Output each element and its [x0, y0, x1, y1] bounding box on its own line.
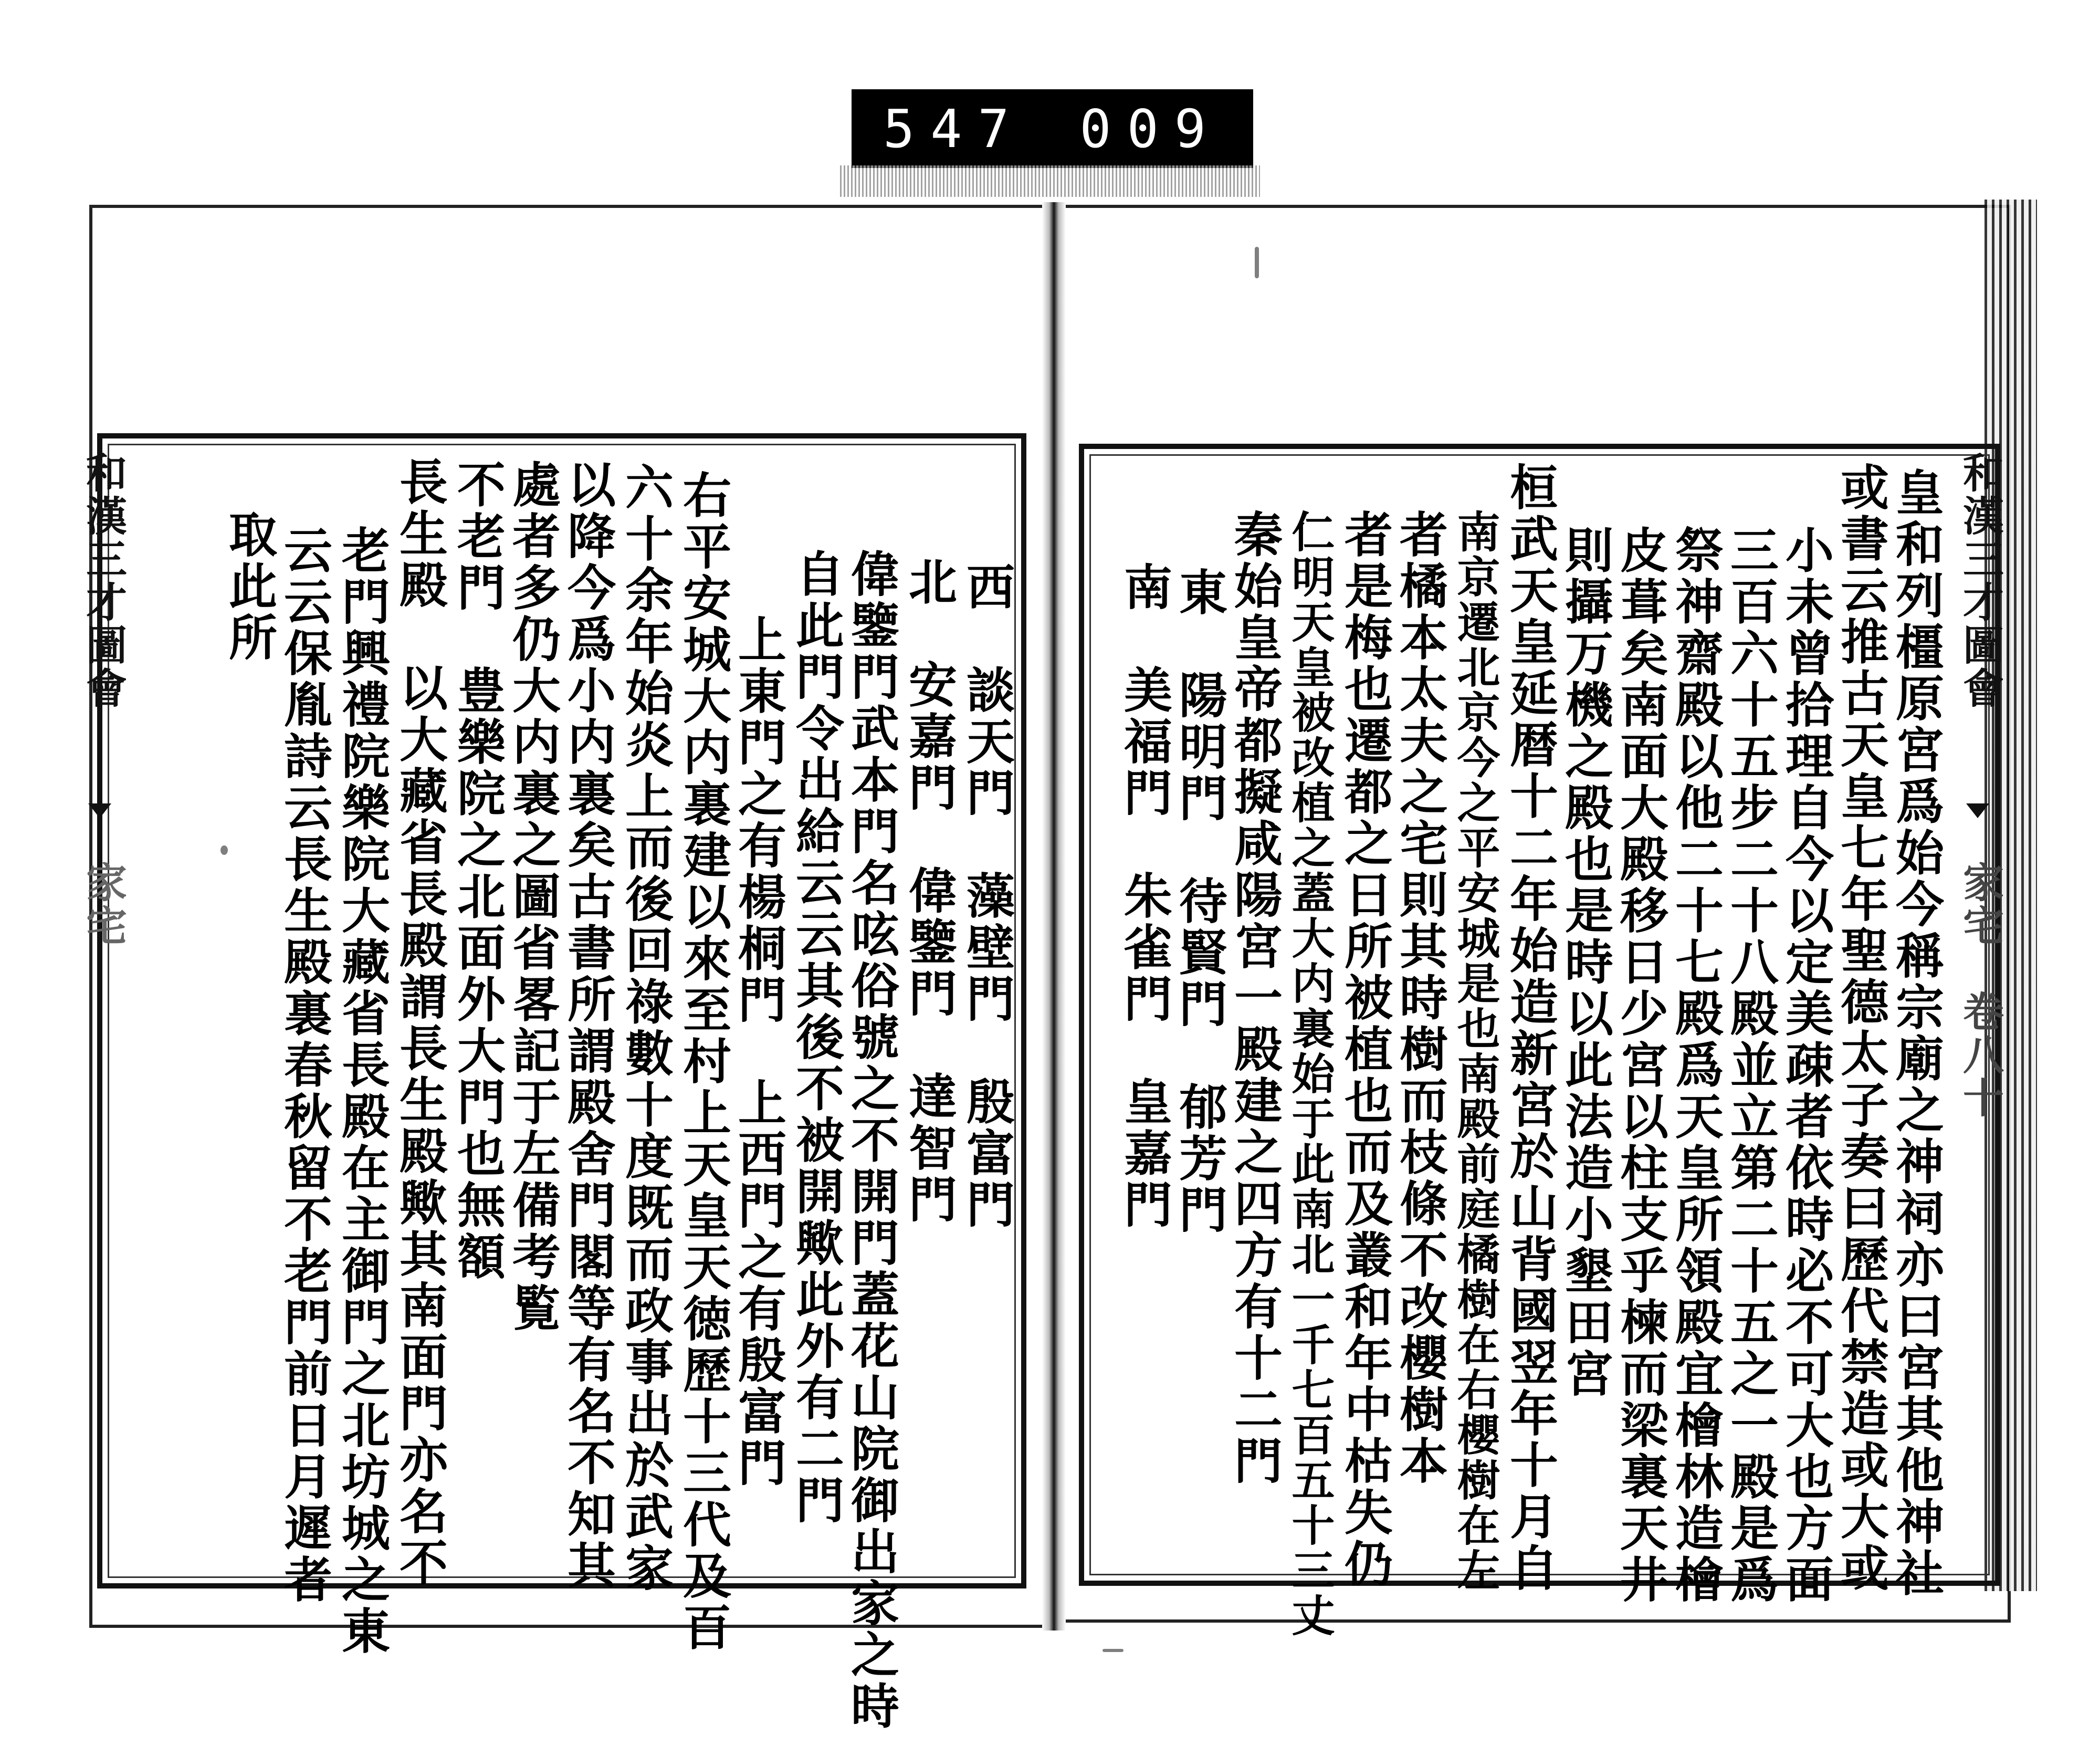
left-margin-title: 和漢三才圖會 — [79, 452, 127, 710]
right-col-10: 者橘本太夫之宅則其時樹而枝條不改櫻樹本 — [1392, 509, 1448, 1487]
right-margin-section: 家宅 卷八十 — [1956, 861, 2004, 1120]
right-col-14: 東 陽明門 待賢門 郁芳門 — [1171, 567, 1228, 1236]
catalog-label — [852, 89, 1253, 168]
left-col-4: 自此門令出給云云其後不被開歟此外有二門 — [788, 549, 845, 1527]
left-col-3: 偉鑒門武本門名呟俗號之不開門蓋花山院御出家之時 — [843, 549, 900, 1732]
left-col-14: 取此所 — [221, 509, 278, 664]
right-col-4: 三百六十五步二十八殿並立第二十五之一殿是爲 — [1723, 525, 1779, 1606]
scan-speck — [1102, 1649, 1124, 1652]
left-col-1: 西 談天門 藻壁門 殷富門 — [959, 562, 1015, 1231]
fish-tail-mark-right — [1966, 803, 1989, 818]
book-spine — [1042, 202, 1066, 1630]
left-col-12: 老門興禮院樂院大藏省長殿在主御門之北坊城之東 — [334, 525, 391, 1657]
label-strip-decoration — [840, 165, 1260, 197]
left-col-8: 以降今爲小内裏矣古書所謂殿舍門閣等有名不知其 — [560, 459, 616, 1592]
right-col-12: 仁明天皇被改植之蓋大内裏始于此南北一千七百五十三丈 — [1285, 509, 1335, 1638]
right-col-2: 或書云推古天皇七年聖德太子奏曰歷代禁造或大或 — [1833, 462, 1889, 1594]
left-col-10: 不老門 豊樂院之北面外大門也無額 — [449, 459, 506, 1283]
right-col-8: 桓武天皇延暦十二年始造新宮於山背國翌年十月自 — [1502, 462, 1559, 1594]
left-col-5: 上東門之有楊桐門 上西門之有殷富門 — [730, 614, 787, 1489]
left-col-6: 右平安城大内裏建以來至村上天皇天徳歷十三代及百 — [675, 470, 732, 1654]
right-col-11: 者是梅也遷都之日所被植也而及叢和年中枯失仍 — [1337, 509, 1393, 1590]
right-col-5: 祭神齋殿以他二十七殿爲天皇所領殿宜檜林造檜 — [1667, 525, 1724, 1606]
left-col-11: 長生殿 以大藏省長殿謂長生殿歟其南面門亦名不 — [392, 457, 448, 1589]
right-col-3: 小未曾拾理自今以定美疎者依時必不可大也方面 — [1778, 525, 1834, 1606]
left-col-7: 六十余年始炎上而後回祿數十度既而政事出於武家 — [617, 462, 674, 1594]
right-col-15: 南 美福門 朱雀門 皇嘉門 — [1116, 562, 1173, 1231]
left-margin-section: 家宅 — [79, 861, 127, 947]
right-col-7: 則攝万機之殿也是時以此法造小墾田宮 — [1557, 525, 1614, 1400]
left-col-2: 北 安嘉門 偉鑒門 達智門 — [901, 557, 958, 1226]
scan-speck — [1255, 247, 1259, 278]
catalog-number-right: 009 — [1079, 98, 1222, 160]
right-col-9: 南京遷北京今之平安城是也南殿前庭橘樹在右櫻樹在左 — [1450, 509, 1500, 1593]
scan-speck — [220, 845, 228, 855]
left-col-13: 云云保胤詩云長生殿裏春秋留不老門前日月遲者 — [276, 525, 333, 1606]
right-margin-title: 和漢三才圖會 — [1956, 452, 2004, 710]
right-col-1: 皇和列橿原宮爲始今稱宗廟之神祠亦曰宮其他神社 — [1888, 467, 1945, 1600]
right-col-6: 皮葺矣南面大殿移日少宮以柱支乎楝而梁裏天井 — [1612, 525, 1669, 1606]
catalog-number-left: 547 — [883, 98, 1025, 160]
right-col-13: 秦始皇帝都擬咸陽宮一殿建之四方有十二門 — [1226, 509, 1283, 1487]
fish-tail-mark-left — [88, 803, 111, 818]
left-col-9: 處者多仍大内裏之圖省畧記于左備考覧 — [505, 459, 561, 1334]
